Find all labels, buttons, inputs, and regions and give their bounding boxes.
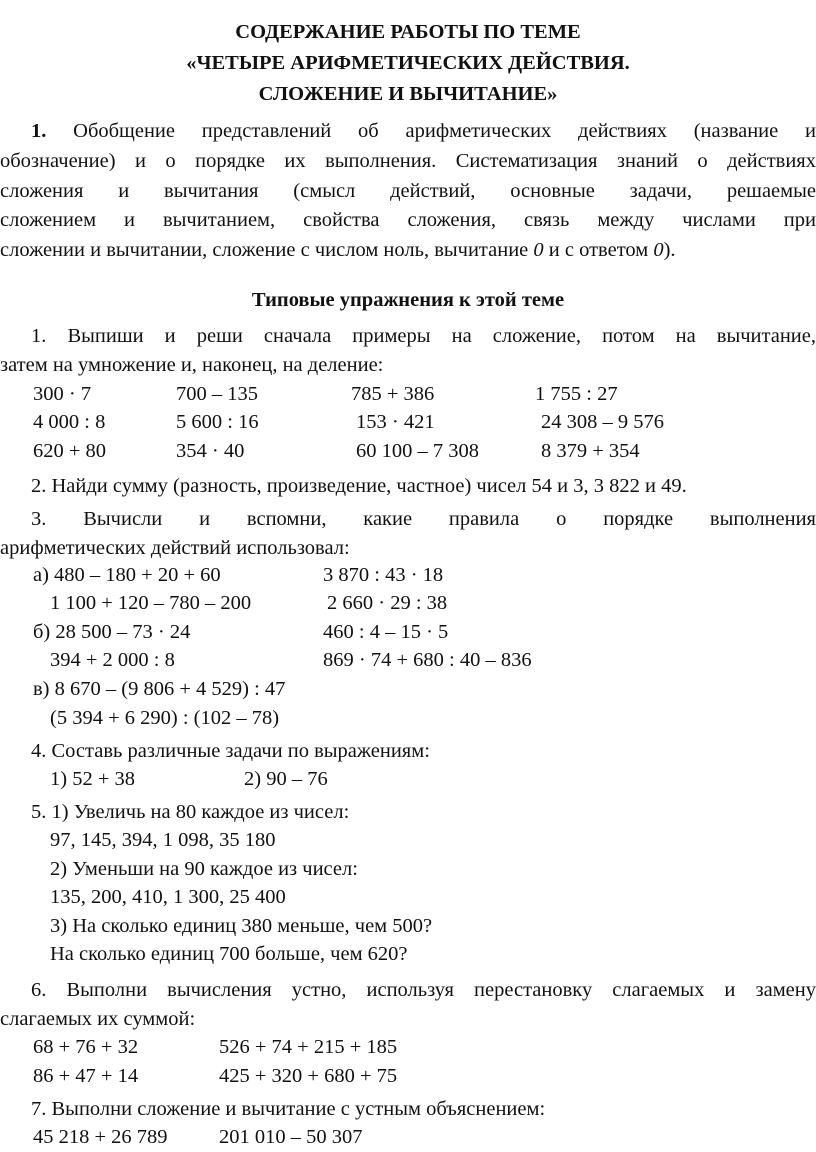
intro-number: 1. — [31, 120, 47, 142]
ex5-line-3: 2) Уменьши на 90 каждое из чисел: — [50, 858, 358, 880]
ex5-line-6: На сколько единиц 700 больше, чем 620? — [50, 943, 408, 965]
intro-text-5a: сложении и вычитании, сложение с числом ноль, вычитание — [0, 239, 534, 261]
ex4-line-1: 4. Составь различные задачи по выражениям: — [31, 740, 430, 762]
intro-zero-2: 0 — [653, 239, 664, 261]
ex3-a-3: 1 100 + 120 – 780 – 200 — [50, 592, 252, 614]
ex1-r1-c1: 300 · 7 — [33, 383, 92, 405]
section-heading: Типовые упражнения к этой теме — [251, 289, 565, 311]
ex3-c-1: в) 8 670 – (9 806 + 4 529) : 47 — [33, 678, 286, 700]
ex4-expr-2: 2) 90 – 76 — [244, 768, 328, 790]
ex1-r2-c3: 153 · 421 — [356, 411, 435, 433]
intro-line-5 — [0, 238, 816, 262]
doc-title-line-1: СОДЕРЖАНИЕ РАБОТЫ ПО ТЕМЕ — [235, 21, 581, 43]
intro-line-2: обозначение) и о порядке их выполнения. Систематизация знаний о действиях — [0, 150, 816, 172]
ex6-r2-a: 86 + 47 + 14 — [33, 1065, 139, 1087]
ex1-r3-c1: 620 + 80 — [33, 440, 107, 462]
ex5-line-2: 97, 145, 394, 1 098, 35 180 — [50, 829, 276, 851]
ex6-r1-b: 526 + 74 + 215 + 185 — [219, 1036, 398, 1058]
doc-title-line-2: «ЧЕТЫРЕ АРИФМЕТИЧЕСКИХ ДЕЙСТВИЯ. — [186, 52, 630, 74]
ex6-r2-b: 425 + 320 + 680 + 75 — [219, 1065, 398, 1087]
ex5-line-4: 135, 200, 410, 1 300, 25 400 — [50, 886, 286, 908]
ex1-r2-c2: 5 600 : 16 — [176, 411, 259, 433]
ex1-r1-c3: 785 + 386 — [351, 383, 435, 405]
ex2-text: 2. Найди сумму (разность, произведение, частное) чисел 54 и 3, 3 822 и 49. — [31, 475, 687, 497]
ex5-line-1: 5. 1) Увеличь на 80 каждое из чисел: — [31, 801, 350, 823]
intro-line-3: сложения и вычитания (смысл действий, основные задачи, решаемые — [0, 180, 816, 202]
ex3-a-4: 2 660 · 29 : 38 — [327, 592, 448, 614]
ex3-line-2: арифметических действий использовал: — [0, 537, 350, 559]
ex1-r3-c3: 60 100 – 7 308 — [356, 440, 479, 462]
ex3-line-1: 3. Вычисли и вспомни, какие правила о порядке выполнения — [31, 508, 816, 530]
intro-text-5c: ). — [663, 239, 676, 261]
intro-line-4: сложением и вычитанием, свойства сложения, связь между числами при — [0, 209, 816, 231]
ex7-r1-b: 201 010 – 50 307 — [219, 1126, 363, 1148]
ex1-r3-c2: 354 · 40 — [176, 440, 245, 462]
ex3-b-1: б) 28 500 – 73 · 24 — [33, 621, 191, 643]
ex3-c-2: (5 394 + 6 290) : (102 – 78) — [50, 707, 280, 729]
intro-line-1 — [31, 119, 816, 143]
ex5-line-5: 3) На сколько единиц 380 меньше, чем 500? — [50, 915, 433, 937]
intro-zero-1: 0 — [533, 239, 544, 261]
ex3-a-2: 3 870 : 43 · 18 — [323, 564, 444, 586]
ex6-line-2: слагаемых их суммой: — [0, 1008, 196, 1030]
ex3-b-3: 394 + 2 000 : 8 — [50, 649, 175, 671]
ex1-r1-c2: 700 – 135 — [176, 383, 258, 405]
ex1-line-2: затем на умножение и, наконец, на деление: — [0, 354, 384, 376]
ex7-line-1: 7. Выполни сложение и вычитание с устным объяснением: — [31, 1098, 546, 1120]
ex4-expr-1: 1) 52 + 38 — [50, 768, 136, 790]
ex3-a-1: а) 480 – 180 + 20 + 60 — [33, 564, 221, 586]
ex6-line-1: 6. Выполни вычисления устно, используя перестановку слагаемых и замену — [31, 979, 816, 1001]
ex7-r1-a: 45 218 + 26 789 — [33, 1126, 168, 1148]
ex1-r2-c4: 24 308 – 9 576 — [541, 411, 664, 433]
ex3-b-2: 460 : 4 – 15 · 5 — [323, 621, 449, 643]
ex1-r2-c1: 4 000 : 8 — [33, 411, 106, 433]
ex6-r1-a: 68 + 76 + 32 — [33, 1036, 139, 1058]
intro-text-5b: и с ответом — [543, 239, 654, 261]
doc-title-line-3: СЛОЖЕНИЕ И ВЫЧИТАНИЕ» — [258, 83, 558, 105]
ex1-line-1: 1. Выпиши и реши сначала примеры на сложение, потом на вычитание, — [31, 325, 816, 347]
intro-text-1: Обобщение представлений об арифметических действиях (название и — [73, 120, 816, 142]
ex1-r1-c4: 1 755 : 27 — [535, 383, 618, 405]
ex3-b-4: 869 · 74 + 680 : 40 – 836 — [323, 649, 532, 671]
ex1-r3-c4: 8 379 + 354 — [541, 440, 640, 462]
